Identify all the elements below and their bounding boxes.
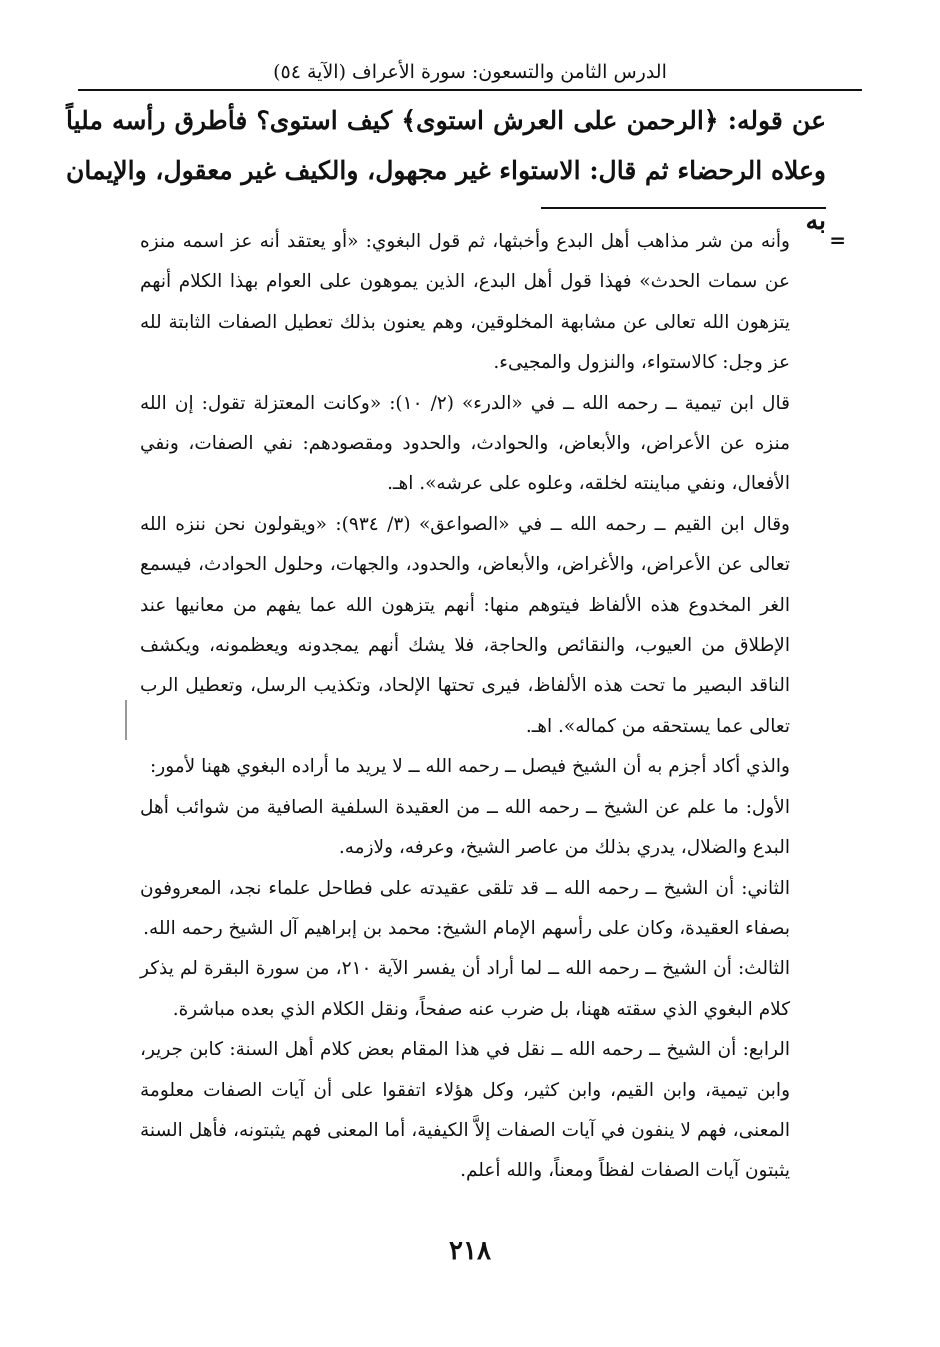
footnote-paragraph: قال ابن تيمية ــ رحمه الله ــ في «الدرء» (٢/ ١٠): «وكانت المعتزلة تقول: إن الله منزه عن الأعراض، والأبعاض، والحوادث، والحدود ومقصودهم: نفي الصفات، ونفي الأفعال، ونفي مباينته لخلقه، وعلوه على عرشه». اهـ. bbox=[140, 392, 790, 495]
footnote-paragraph: والذي أكاد أجزم به أن الشيخ فيصل ــ رحمه الله ــ لا يريد ما أراده البغوي ههنا لأمور: bbox=[150, 756, 790, 778]
page-number: ٢١٨ bbox=[449, 1236, 491, 1266]
footnote-continuation-mark: = bbox=[829, 228, 846, 252]
scan-artifact bbox=[125, 700, 127, 740]
footnote-paragraph: الثالث: أن الشيخ ــ رحمه الله ــ لما أراد أن يفسر الآية ٢١٠، من سورة البقرة لم يذكر كلام البغوي الذي سقته ههنا، بل ضرب عنه صفحاً، ونقل الكلام الذي بعده مباشرة. bbox=[140, 958, 790, 1020]
footnotes bbox=[140, 222, 790, 1192]
footnote-paragraph: الأول: ما علم عن الشيخ ــ رحمه الله ــ من العقيدة السلفية الصافية من شوائب أهل البدع والضلال، يدري بذلك من عاصر الشيخ، وعرفه، ولازمه. bbox=[140, 796, 790, 859]
footnote-paragraph: الرابع: أن الشيخ ــ رحمه الله ــ نقل في هذا المقام بعض كلام أهل السنة: كابن جرير، وابن تيمية، وابن القيم، وابن كثير، وكل هؤلاء اتفقوا على أن آيات الصفات معلومة المعنى، فهم لا ينفون في آيات الصفات إلاَّ الكيفية، أما المعنى فهم يثبتونه، فأهل السنة يثبتون آيات الصفات لفظاً ومعناً، والله أعلم. bbox=[140, 1039, 791, 1182]
main-paragraph: عن قوله: ﴿الرحمن على العرش استوى﴾ كيف استوى؟ فأطرق رأسه ملياً وعلاه الرحضاء ثم قال: الاستواء غير مجهول، والكيف غير معقول، والإيمان به bbox=[66, 106, 826, 235]
footnote-paragraph: الثاني: أن الشيخ ــ رحمه الله ــ قد تلقى عقيدته على فطاحل علماء نجد، المعروفون بصفاء العقيدة، وكان على رأسهم الإمام الشيخ: محمد بن إبراهيم آل الشيخ رحمه الله. bbox=[140, 877, 790, 939]
running-head: الدرس الثامن والتسعون: سورة الأعراف (الآية ٥٤) bbox=[78, 57, 862, 91]
footnote-paragraph: وأنه من شر مذاهب أهل البدع وأخبثها، ثم قول البغوي: «أو يعتقد أنه عز اسمه منزه عن سمات الحدث» فهذا قول أهل البدع، الذين يموهون على العوام بهذا الكلام أنهم يتزهون الله تعالى عن مشابهة المخلوقين، وهم يعنون بذلك تعطيل الصفات الثابتة لله عز وجل: كالاستواء، والنزول والمجيىء. bbox=[140, 231, 790, 374]
footnote-separator bbox=[541, 207, 826, 209]
footnote-paragraph: وقال ابن القيم ــ رحمه الله ــ في «الصواعق» (٣/ ٩٣٤): «ويقولون نحن ننزه الله تعالى عن الأعراض، والأغراض، والأبعاض، والحدود، والجهات، وحلول الحوادث، فيسمع الغر المخدوع هذه الألفاظ فيتوهم منها: أنهم يتزهون الله عما يفهم من معانيها عند الإطلاق من العيوب، والنقائص والحاجة، فلا يشك أنهم يمجدونه ويعظمونه، ويكشف الناقد البصير ما تحت هذه الألفاظ، فيرى تحتها الإلحاد، وتكذيب الرسل، وتعطيل الرب تعالى عما يستحقه من كماله». اهـ. bbox=[140, 513, 790, 737]
